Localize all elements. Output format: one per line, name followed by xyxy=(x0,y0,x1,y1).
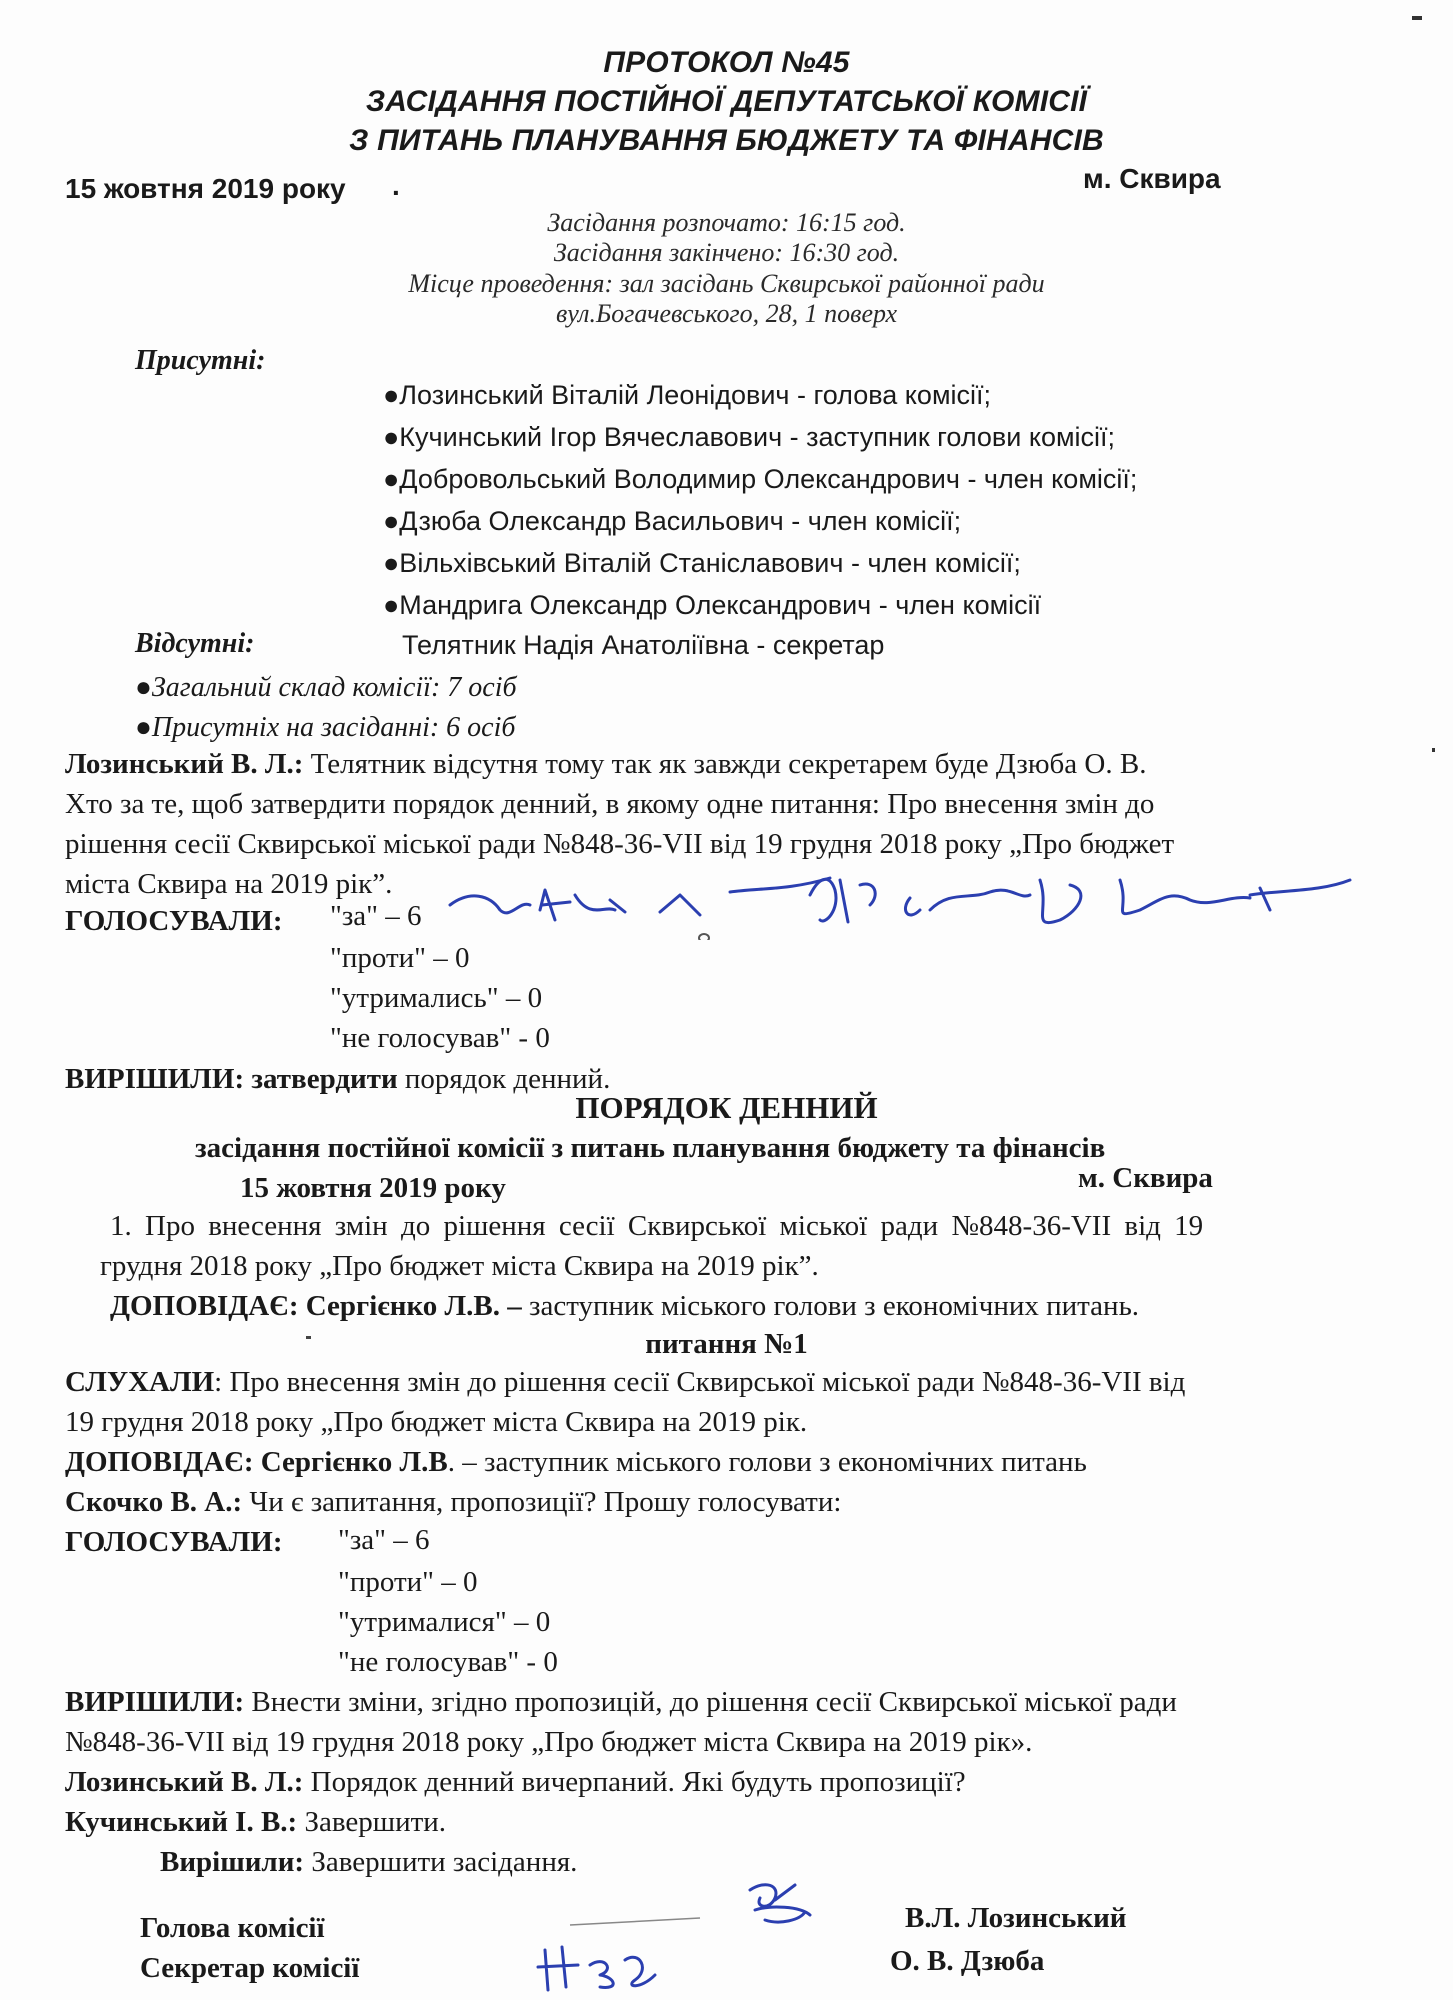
scan-mark-mid xyxy=(306,1336,311,1339)
member-4: ●Дзюба Олександр Васильович - член комісії; xyxy=(383,506,962,536)
closing-kuchynskyi xyxy=(65,1806,446,1839)
meeting-place: Місце проведення: зал засідань Сквирської районної ради xyxy=(408,269,1045,298)
vote1-za: "за" – 6 xyxy=(330,900,422,932)
vote1-label: ГОЛОСУВАЛИ: xyxy=(65,905,283,937)
closing-dec-text: Завершити засідання. xyxy=(304,1846,578,1878)
agenda-item1-line1: 1. Про внесення змін до рішення сесії Сквирської міської ради №848-36-VII від 19 xyxy=(110,1210,1204,1242)
member-3: ●Добровольський Володимир Олександрович - член комісії; xyxy=(383,464,1138,494)
vote2-za: "за" – 6 xyxy=(338,1524,430,1556)
vote2-label: ГОЛОСУВАЛИ: xyxy=(65,1526,283,1558)
secretary-name: О. В. Дзюба xyxy=(890,1945,1045,1977)
closing-kuch-label: Кучинський І. В.: xyxy=(65,1806,298,1838)
decision2-text-1: Внести зміни, згідно пропозицій, до рішення сесії Сквирської міської ради xyxy=(244,1686,1177,1718)
absent-label: Відсутні: xyxy=(135,628,255,659)
decision1-bold: затвердити xyxy=(244,1063,398,1095)
decision1-rest: порядок денний. xyxy=(397,1063,611,1095)
closing-loz-label: Лозинський В. Л.: xyxy=(65,1766,304,1798)
opening-line-1 xyxy=(65,748,1146,781)
member-1: ●Лозинський Віталій Леонідович - голова комісії; xyxy=(383,380,992,410)
secretary-role: Секретар комісії xyxy=(140,1952,360,1984)
total-members: ●Загальний склад комісії: 7 осіб xyxy=(135,672,517,703)
speaker-lozynskyi: Лозинський В. Л.: xyxy=(65,748,304,780)
agenda-city: м. Сквира xyxy=(1078,1162,1213,1194)
heard-line-2: 19 грудня 2018 року „Про бюджет міста Сквира на 2019 рік. xyxy=(65,1406,808,1438)
heard-line-1 xyxy=(65,1366,1185,1399)
vote1-utrym: "утримались" – 0 xyxy=(330,982,543,1014)
present-label: Присутні: xyxy=(135,345,266,376)
agenda-reporter-rest: заступник міського голови з економічних питань. xyxy=(521,1290,1140,1322)
closing-dec-label: Вирішили: xyxy=(160,1846,305,1878)
header-dot: . xyxy=(392,170,400,201)
scan-mark-top xyxy=(1412,16,1422,20)
decision2-line-2: №848-36-VII від 19 грудня 2018 року „Про бюджет міста Сквира на 2019 рік». xyxy=(65,1726,1033,1758)
header-city: м. Сквира xyxy=(1083,163,1221,194)
closing-decision xyxy=(160,1846,577,1879)
absent-member: Телятник Надія Анатоліївна - секретар xyxy=(402,630,885,660)
protocol-subtitle-1: ЗАСІДАННЯ ПОСТІЙНОЇ ДЕПУТАТСЬКОЇ КОМІСІЇ xyxy=(365,85,1088,118)
meeting-start: Засідання розпочато: 16:15 год. xyxy=(547,208,906,237)
opening-line-3: рішення сесії Сквирської міської ради №848-36-VII від 19 грудня 2018 року „Про бюджет xyxy=(65,828,1175,860)
vote2-neholos: "не голосував" - 0 xyxy=(338,1646,558,1678)
member-5: ●Вільхівський Віталій Станіславович - член комісії; xyxy=(383,548,1021,578)
question1-reporter-rest: . – заступник міського голови з економічних питань xyxy=(447,1446,1087,1478)
decision2-line-1 xyxy=(65,1686,1177,1719)
agenda-reporter-label: ДОПОВІДАЄ: Сергієнко Л.В. – xyxy=(110,1290,522,1322)
opening-line-4: міста Сквира на 2019 рік”. xyxy=(65,868,393,900)
present-count: ●Присутніх на засіданні: 6 осіб xyxy=(135,712,516,743)
member-2: ●Кучинський Ігор Вячеславович - заступник голови комісії; xyxy=(383,422,1116,452)
header-date: 15 жовтня 2019 року xyxy=(65,173,346,204)
opening-text-1: Телятник відсутня тому так як завжди секретарем буде Дзюба О. В. xyxy=(303,748,1147,780)
vote1-neholos: "не голосував" - 0 xyxy=(330,1022,550,1054)
chair-name: В.Л. Лозинський xyxy=(905,1902,1127,1934)
chair-signature xyxy=(560,1870,860,1940)
vote2-utrym: "утрималися" – 0 xyxy=(338,1606,551,1638)
member-6: ●Мандрига Олександр Олександрович - член комісії xyxy=(383,590,1042,620)
opening-line-2: Хто за те, щоб затвердити порядок денний, в якому одне питання: Про внесення змін до xyxy=(65,788,1155,820)
closing-loz-text: Порядок денний вичерпаний. Які будуть пропозиції? xyxy=(303,1766,966,1798)
chair-role: Голова комісії xyxy=(140,1912,325,1944)
secretary-signature xyxy=(530,1935,680,1995)
question1-title: питання №1 xyxy=(645,1328,808,1360)
agenda-item1-line2: грудня 2018 року „Про бюджет міста Сквира на 2019 рік”. xyxy=(100,1250,819,1282)
question1-reporter xyxy=(65,1446,1087,1479)
closing-kuch-text: Завершити. xyxy=(297,1806,447,1838)
heard-label: СЛУХАЛИ xyxy=(65,1366,215,1398)
agenda-subtitle: засідання постійної комісії з питань планування бюджету та фінансів xyxy=(195,1132,1106,1164)
question1-reporter-label: ДОПОВІДАЄ: Сергієнко Л.В xyxy=(65,1446,448,1478)
heard-text-1: : Про внесення змін до рішення сесії Сквирської міської ради №848-36-VII від xyxy=(214,1366,1186,1398)
closing-lozynskyi xyxy=(65,1766,966,1799)
protocol-subtitle-2: З ПИТАНЬ ПЛАНУВАННЯ БЮДЖЕТУ ТА ФІНАНСІВ xyxy=(349,124,1104,157)
meeting-end: Засідання закінчено: 16:30 год. xyxy=(553,238,900,267)
vote2-proty: "проти" – 0 xyxy=(338,1566,478,1598)
agenda-reporter xyxy=(110,1290,1139,1323)
meeting-address: вул.Богачевського, 28, 1 поверх xyxy=(555,299,898,328)
decision1-label: ВИРІШИЛИ: xyxy=(65,1063,245,1095)
agenda-date: 15 жовтня 2019 року xyxy=(240,1172,506,1204)
protocol-title: ПРОТОКОЛ №45 xyxy=(603,46,850,79)
member-signatures xyxy=(430,850,1370,940)
scan-mark-right xyxy=(1432,748,1435,752)
skochko-text: Чи є запитання, пропозиції? Прошу голосувати: xyxy=(242,1486,842,1518)
decision2-label: ВИРІШИЛИ: xyxy=(65,1686,245,1718)
skochko-line xyxy=(65,1486,841,1519)
skochko-label: Скочко В. А.: xyxy=(65,1486,243,1518)
vote1-proty: "проти" – 0 xyxy=(330,942,470,974)
agenda-title: ПОРЯДОК ДЕННИЙ xyxy=(575,1090,878,1125)
